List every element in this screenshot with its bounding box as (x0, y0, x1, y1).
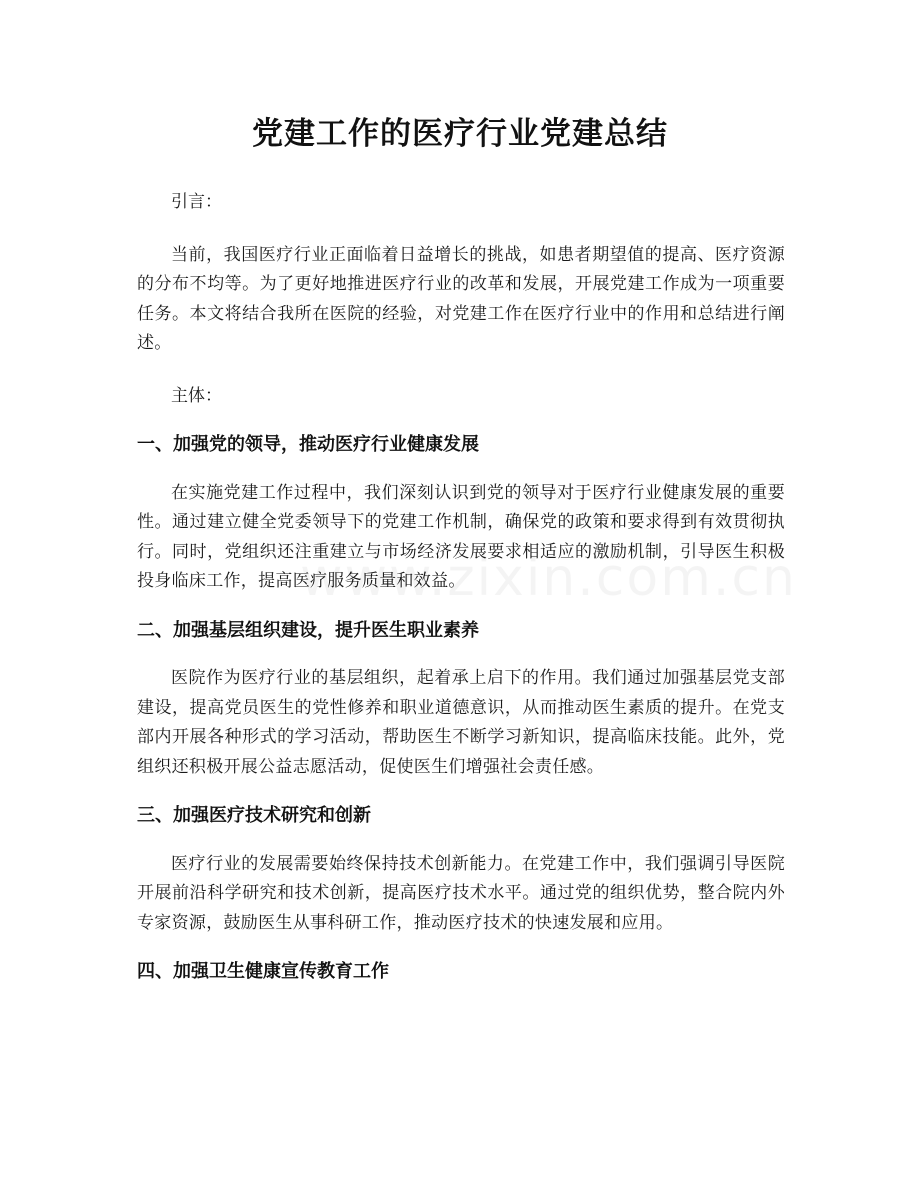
document-body (137, 188, 785, 987)
section-heading-2: 二、加强基层组织建设，提升医生职业素养 (137, 619, 479, 641)
section-paragraph-3: 医疗行业的发展需要始终保持技术创新能力。在党建工作中，我们强调引导医院开展前沿科学研究和技术创新，提高医疗技术水平。通过党的组织优势，整合院内外专家资源，鼓励医生从事科研工作，推动医疗技术的快速发展和应用。 (137, 853, 785, 933)
intro-paragraph: 当前，我国医疗行业正面临着日益增长的挑战，如患者期望值的提高、医疗资源的分布不均等。为了更好地推进医疗行业的改革和发展，开展党建工作成为一项重要任务。本文将结合我所在医院的经验，对党建工作在医疗行业中的作用和总结进行阐述。 (137, 244, 785, 353)
intro-label: 引言： (171, 192, 222, 212)
body-label: 主体： (171, 385, 222, 406)
section-paragraph-1: 在实施党建工作过程中，我们深刻认识到党的领导对于医疗行业健康发展的重要性。通过建立健全党委领导下的党建工作机制，确保党的政策和要求得到有效贯彻执行。同时，党组织还注重建立与市场经济发展要求相适应的激励机制，引导医生积极投身临床工作，提高医疗服务质量和效益。 (137, 482, 785, 591)
section-heading-4: 四、加强卫生健康宣传教育工作 (137, 961, 389, 982)
section-heading-3: 三、加强医疗技术研究和创新 (137, 805, 371, 826)
section-paragraph-2: 医院作为医疗行业的基层组织，起着承上启下的作用。我们通过加强基层党支部建设，提高党员医生的党性修养和职业道德意识，从而推动医生素质的提升。在党支部内开展各种形式的学习活动，帮助医生不断学习新知识，提高临床技能。此外，党组织还积极开展公益志愿活动，促使医生们增强社会责任感。 (137, 668, 785, 777)
document-title: 党建工作的医疗行业党建总结 (252, 116, 668, 152)
section-heading-1: 一、加强党的领导，推动医疗行业健康发展 (137, 434, 479, 455)
